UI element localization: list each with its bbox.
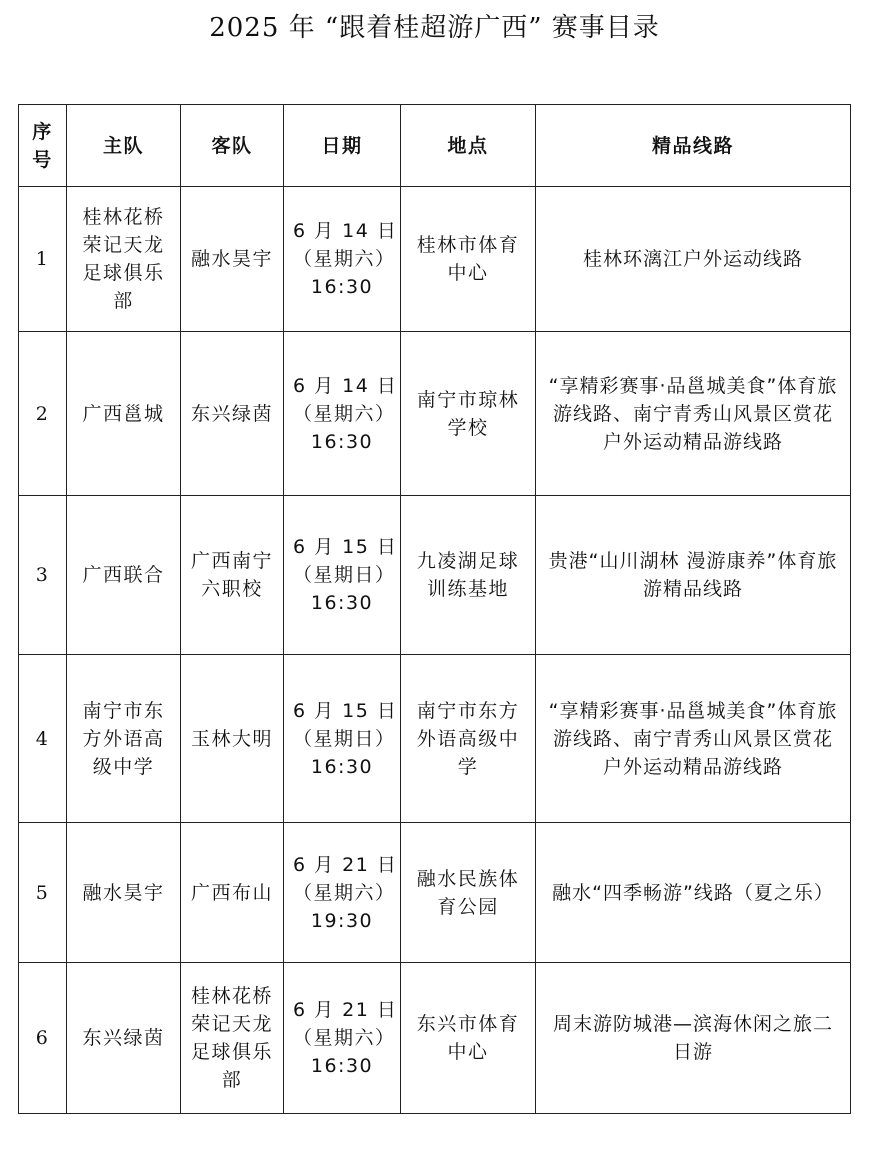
row-number: 4 [19,655,67,823]
date-day: 6 月 15 日 [293,536,398,558]
date-day: 6 月 15 日 [293,699,398,722]
route: “享精彩赛事·品邕城美食”体育旅游线路、南宁青秀山风景区赏花户外运动精品游线路 [536,655,851,823]
away-team: 融水昊宇 [181,187,284,332]
home-team: 广西邕城 [67,332,181,496]
route: 融水“四季畅游”线路（夏之乐） [536,823,851,963]
route: 周末游防城港—滨海休闲之旅二日游 [536,963,851,1114]
away-team: 广西布山 [181,823,284,963]
home-team: 东兴绿茵 [67,963,181,1114]
home-team: 广西联合 [67,496,181,655]
row-number: 3 [19,496,67,655]
date-time: 16:30 [310,755,374,778]
row-number: 5 [19,823,67,963]
date-weekday: （星期日） [293,727,396,750]
date-weekday: （星期六） [293,402,396,425]
date-day: 6 月 21 日 [293,999,398,1021]
row-number: 1 [19,187,67,332]
match-date [284,963,401,1114]
row-number: 6 [19,963,67,1114]
route: “享精彩赛事·品邕城美食”体育旅游线路、南宁青秀山风景区赏花户外运动精品游线路 [536,332,851,496]
date-weekday: （星期六） [293,1027,396,1049]
header-date: 日期 [284,105,401,187]
header-venue: 地点 [401,105,536,187]
home-team: 桂林花桥荣记天龙足球俱乐部 [67,187,181,332]
date-time: 19:30 [310,909,374,932]
date-weekday: （星期六） [293,881,396,904]
route: 贵港“山川湖林 漫游康养”体育旅游精品线路 [536,496,851,655]
away-team: 东兴绿茵 [181,332,284,496]
header-route: 精品线路 [536,105,851,187]
match-date [284,496,401,655]
match-date [284,655,401,823]
header-no: 序号 [19,105,67,187]
table-row [19,823,851,963]
away-team: 玉林大明 [181,655,284,823]
header-away: 客队 [181,105,284,187]
match-date [284,823,401,963]
away-team: 桂林花桥荣记天龙足球俱乐部 [181,963,284,1114]
date-weekday: （星期日） [293,564,396,586]
home-team: 融水昊宇 [67,823,181,963]
date-day: 6 月 21 日 [293,853,398,876]
match-date [284,332,401,496]
date-day: 6 月 14 日 [293,220,398,242]
venue: 南宁市琼林学校 [401,332,536,496]
table-header-row [19,105,851,187]
schedule-table [18,104,851,1114]
away-team: 广西南宁六职校 [181,496,284,655]
date-time: 16:30 [310,592,374,614]
venue: 南宁市东方外语高级中学 [401,655,536,823]
venue: 桂林市体育中心 [401,187,536,332]
date-time: 16:30 [310,276,374,298]
venue: 融水民族体育公园 [401,823,536,963]
route: 桂林环漓江户外运动线路 [536,187,851,332]
date-time: 16:30 [310,1055,374,1077]
venue: 东兴市体育中心 [401,963,536,1114]
venue: 九凌湖足球训练基地 [401,496,536,655]
table-row [19,332,851,496]
home-team: 南宁市东方外语高级中学 [67,655,181,823]
table-row [19,655,851,823]
date-weekday: （星期六） [293,248,396,270]
row-number: 2 [19,332,67,496]
table-row [19,496,851,655]
table-row [19,963,851,1114]
date-day: 6 月 14 日 [293,374,398,397]
table-row [19,187,851,332]
page-title: 2025 年 “跟着桂超游广西” 赛事目录 [209,13,660,43]
match-date [284,187,401,332]
header-home: 主队 [67,105,181,187]
date-time: 16:30 [310,430,374,453]
